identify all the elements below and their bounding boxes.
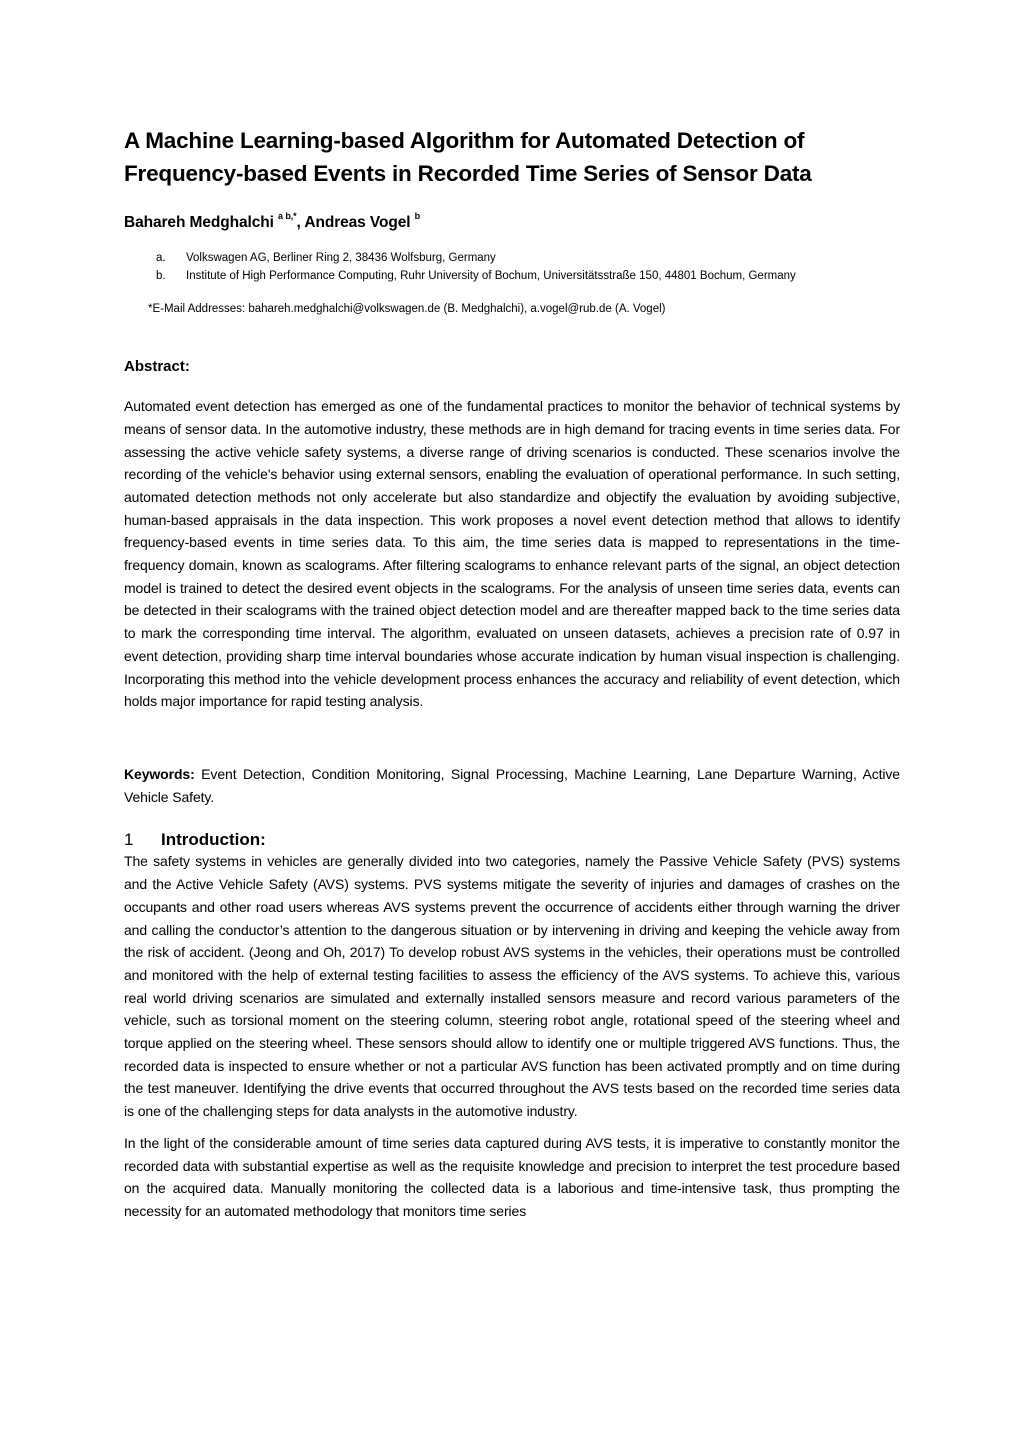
section-heading-introduction	[124, 830, 900, 850]
keywords-label: Keywords:	[124, 766, 195, 782]
abstract-heading: Abstract:	[124, 358, 190, 376]
author-affiliation-mark: b	[414, 211, 421, 221]
keywords	[124, 763, 900, 808]
intro-paragraph-2: In the light of the considerable amount of time series data captured during AVS tests, it is imperative to constantly monitor the recorded data with substantial expertise as well as the requisite knowledge and precision to interpret the test procedure based on the acquired data. Manually monitoring the collected data is a laborious and time-intensive task, thus prompting the necessity for an automated methodology that monitors time series	[124, 1134, 900, 1219]
intro-paragraph-1: The safety systems in vehicles are generally divided into two categories, namely the Passive Vehicle Safety (PVS) systems and the Active Vehicle Safety (AVS) systems. PVS systems mitigate the severity of injuries and damages of crashes on the occupants and other road users whereas AVS systems prevent the occurrence of accidents either through warning the driver and calling the conductor’s attention to the dangerous situation or by intervening in driving and keeping the vehicle away from the risk of accident. (Jeong and Oh, 2017) To develop robust AVS systems in the vehicles, their operations must be controlled and monitored with the help of external testing facilities to assess the efficiency of the AVS systems. To achieve this, various real world driving scenarios are simulated and externally installed sensors measure and record various parameters of the vehicle, such as torsional moment on the steering column, steering robot angle, rotational speed of the steering wheel and torque applied on the steering wheel. These sensors should allow to identify one or multiple triggered AVS functions. Thus, the recorded data is inspected to ensure whether or not a particular AVS function has been activated promptly and on time during the test maneuver. Identifying the drive events that occurred throughout the AVS tests based on the recorded time series data is one of the challenging steps for data analysts in the automotive industry.	[124, 853, 900, 1120]
affiliation-item	[124, 267, 900, 285]
keywords-text: Event Detection, Condition Monitoring, Signal Processing, Machine Learning, Lane Departure Warning, Active Vehicle Safety.	[124, 766, 900, 805]
title-line-2: Frequency-based Events in Recorded Time Series of Sensor Data	[124, 161, 812, 186]
author-name: Bahareh Medghalchi	[124, 214, 274, 232]
paper-page	[124, 124, 900, 1223]
author-list	[124, 213, 900, 232]
affiliation-text: Volkswagen AG, Berliner Ring 2, 38436 Wolfsburg, Germany	[186, 252, 496, 265]
affiliation-item	[124, 249, 900, 267]
section-number: 1	[124, 830, 134, 850]
abstract-text: Automated event detection has emerged as one of the fundamental practices to monitor the behavior of technical systems by means of sensor data. In the automotive industry, these methods are in high demand for tracing events in time series data. For assessing the active vehicle safety systems, a diverse range of driving scenarios is conducted. These scenarios involve the recording of the vehicle's behavior using external sensors, enabling the evaluation of operational performance. In such setting, automated detection methods not only accelerate but also standardize and objectify the evaluation by avoiding subjective, human-based appraisals in the data inspection. This work proposes a novel event detection method that allows to identify frequency-based events in time series data. To this aim, the time series data is mapped to representations in the time-frequency domain, known as scalograms. After filtering scalograms to enhance relevant parts of the signal, an object detection model is trained to detect the desired event objects in the scalograms. For the analysis of unseen time series data, events can be detected in their scalograms with the trained object detection model and are thereafter mapped back to the time series data to mark the corresponding time interval. The algorithm, evaluated on unseen datasets, achieves a precision rate of 0.97 in event detection, providing sharp time interval boundaries whose accurate indication by human visual inspection is challenging. Incorporating this method into the vehicle development process enhances the accuracy and reliability of event detection, which holds major importance for rapid testing analysis.	[124, 398, 900, 710]
affiliation-list	[124, 249, 900, 285]
affiliation-mark: b.	[156, 270, 166, 283]
paper-title	[124, 124, 900, 190]
title-line-1: A Machine Learning-based Algorithm for Automated Detection of	[124, 128, 805, 153]
affiliation-mark: a.	[156, 252, 166, 265]
author-affiliation-mark: a b,*	[278, 211, 297, 221]
author-name: , Andreas Vogel	[296, 214, 411, 232]
section-title: Introduction:	[161, 830, 266, 850]
affiliation-text: Institute of High Performance Computing, Ruhr University of Bochum, Universitätsstraße 150, 44801 Bochum, Germany	[186, 270, 796, 283]
email-addresses: *E-Mail Addresses: bahareh.medghalchi@volkswagen.de (B. Medghalchi), a.vogel@rub.de (A. Vogel)	[148, 303, 666, 316]
